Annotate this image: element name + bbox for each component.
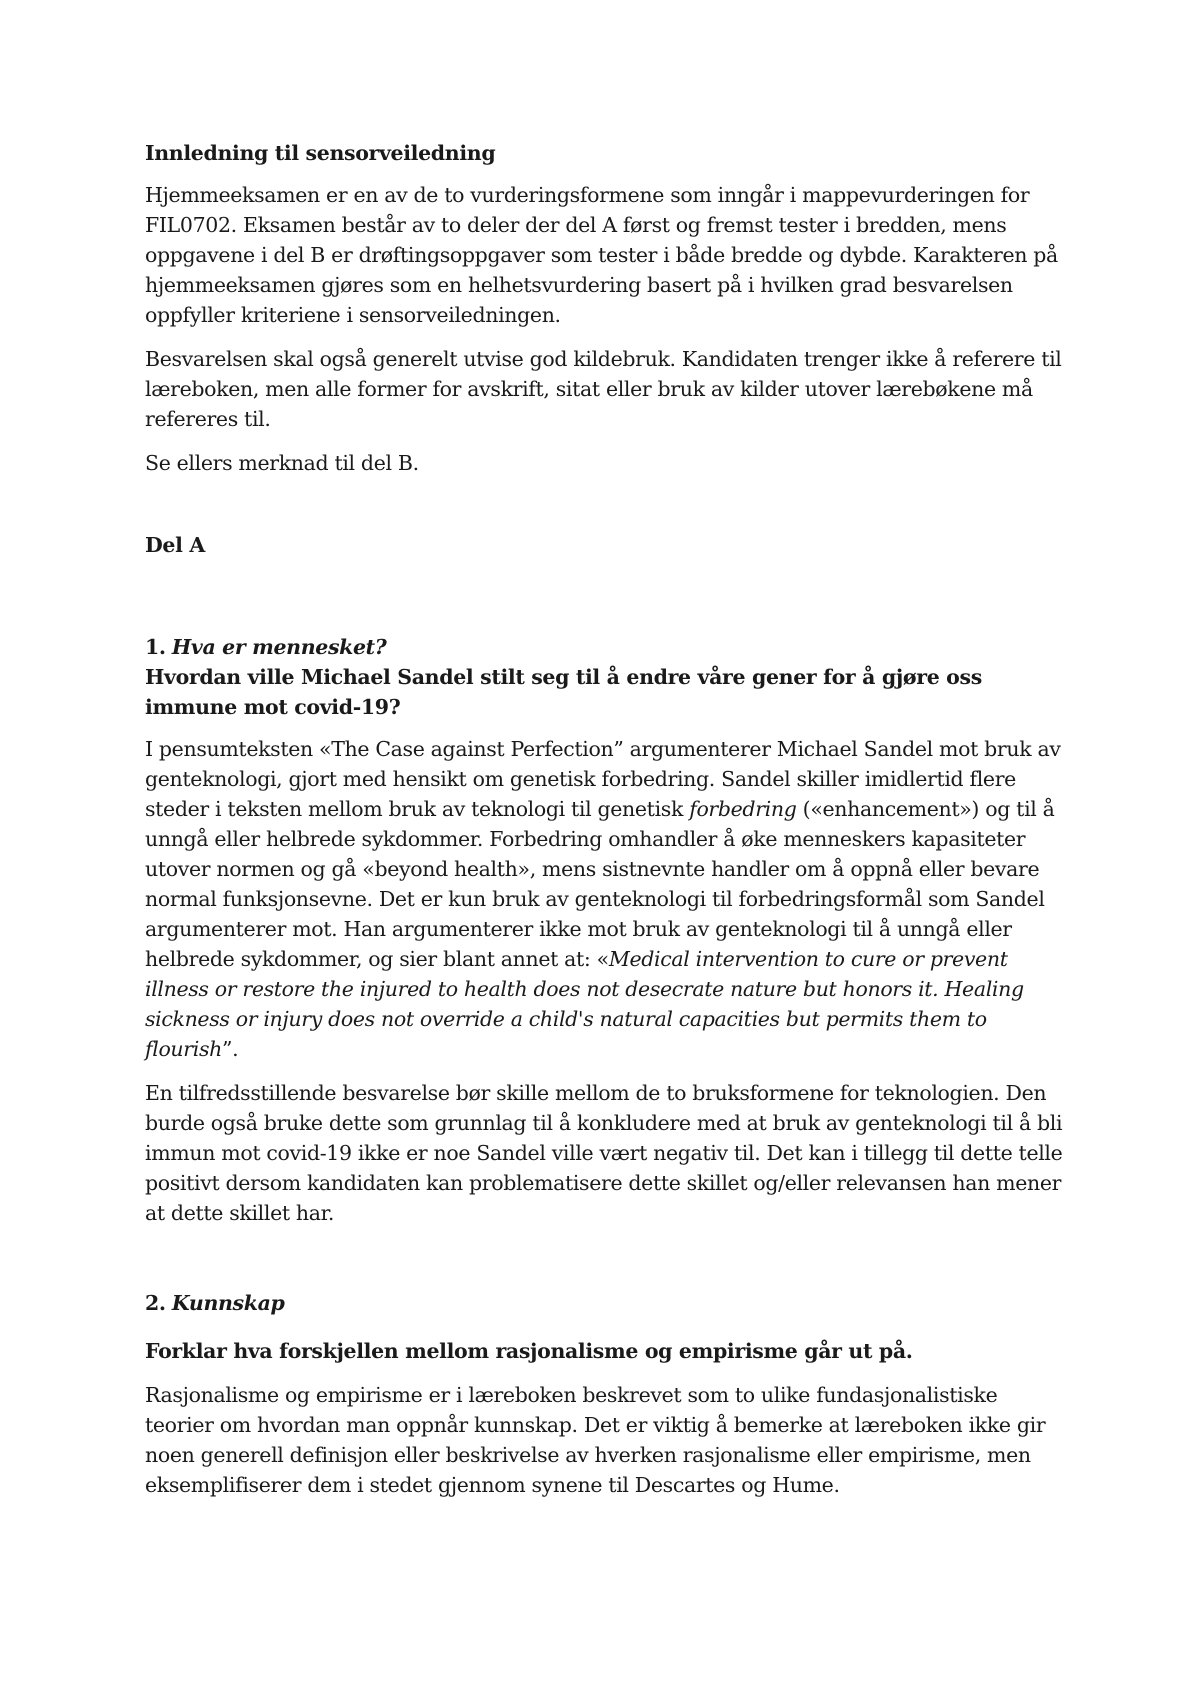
document-page: [145, 138, 1070, 1514]
question-2-number: 2.: [145, 1291, 166, 1315]
question-2-paragraph-1: Rasjonalisme og empirisme er i læreboken beskrevet som to ulike fundasjonalistiske teorier om hvordan man oppnår kunnskap. Det er viktig å bemerke at læreboken ikke gir noen generell definisjon eller beskrivelse av hverken rasjonalisme eller empirisme, men eksemplifiserer dem i stedet gjennom synene til Descartes og Hume.: [145, 1383, 1046, 1497]
q1-p1-part-b: («enhancement») og til å unngå eller helbrede sykdommer. Forbedring omhandler å øke menneskers kapasiteter utover normen og gå «beyond health», mens sistnevnte handler om å oppnå eller bevare normal funksjonsevne. Det er kun bruk av genteknologi til forbedringsformål som Sandel argumenterer mot. Han argumenterer ikke mot bruk av genteknologi til å unngå eller helbrede sykdommer, og sier blant annet at: «: [145, 797, 1055, 971]
question-2-topic: Kunnskap: [171, 1291, 285, 1315]
q1-p1-emphasis: forbedring: [689, 797, 797, 821]
question-2-heading: [145, 1288, 1070, 1318]
question-1-paragraph-1: [145, 734, 1070, 1064]
q1-p1-end: ”.: [221, 1037, 239, 1061]
q1-p1-quote: Medical intervention to cure or prevent illness or restore the injured to health does not desecrate nature but honors it. Healing sickness or injury does not override a child's natural capacities but permits them to flourish: [145, 947, 1024, 1061]
intro-paragraph-1: Hjemmeeksamen er en av de to vurderingsformene som inngår i mappevurderingen for FIL0702. Eksamen består av to deler der del A først og fremst tester i bredden, mens oppgavene i del B er drøftingsoppgaver som tester i både bredde og dybde. Karakteren på hjemmeeksamen gjøres som en helhetsvurdering basert på i hvilken grad besvarelsen oppfyller kriteriene i sensorveiledningen.: [145, 183, 1058, 327]
intro-paragraph-3: Se ellers merknad til del B.: [145, 451, 419, 475]
intro-paragraph-2: Besvarelsen skal også generelt utvise god kildebruk. Kandidaten trenger ikke å referere til læreboken, men alle former for avskrift, sitat eller bruk av kilder utover lærebøkene må refereres til.: [145, 347, 1062, 431]
question-1-text: Hvordan ville Michael Sandel stilt seg til å endre våre gener for å gjøre oss immune mot covid-19?: [145, 665, 982, 719]
question-1-paragraph-2: En tilfredsstillende besvarelse bør skille mellom de to bruksformene for teknologien. Den burde også bruke dette som grunnlag til å konkludere med at bruk av genteknologi til å bli immun mot covid-19 ikke er noe Sandel ville vært negativ til. Det kan i tillegg til dette telle positivt dersom kandidaten kan problematisere dette skillet og/eller relevansen han mener at dette skillet har.: [145, 1081, 1063, 1225]
question-1-number: 1.: [145, 635, 166, 659]
section-a-heading: Del A: [145, 533, 205, 557]
question-2-text: Forklar hva forskjellen mellom rasjonalisme og empirisme går ut på.: [145, 1339, 913, 1363]
question-1-heading: [145, 632, 1070, 662]
q1-p1-part-a: I pensumteksten «The Case against Perfection” argumenterer Michael Sandel mot bruk av genteknologi, gjort med hensikt om genetisk forbedring. Sandel skiller imidlertid flere steder i teksten mellom bruk av teknologi til genetisk: [145, 737, 1061, 821]
intro-heading: Innledning til sensorveiledning: [145, 141, 496, 165]
question-1-topic: Hva er mennesket?: [171, 635, 387, 659]
